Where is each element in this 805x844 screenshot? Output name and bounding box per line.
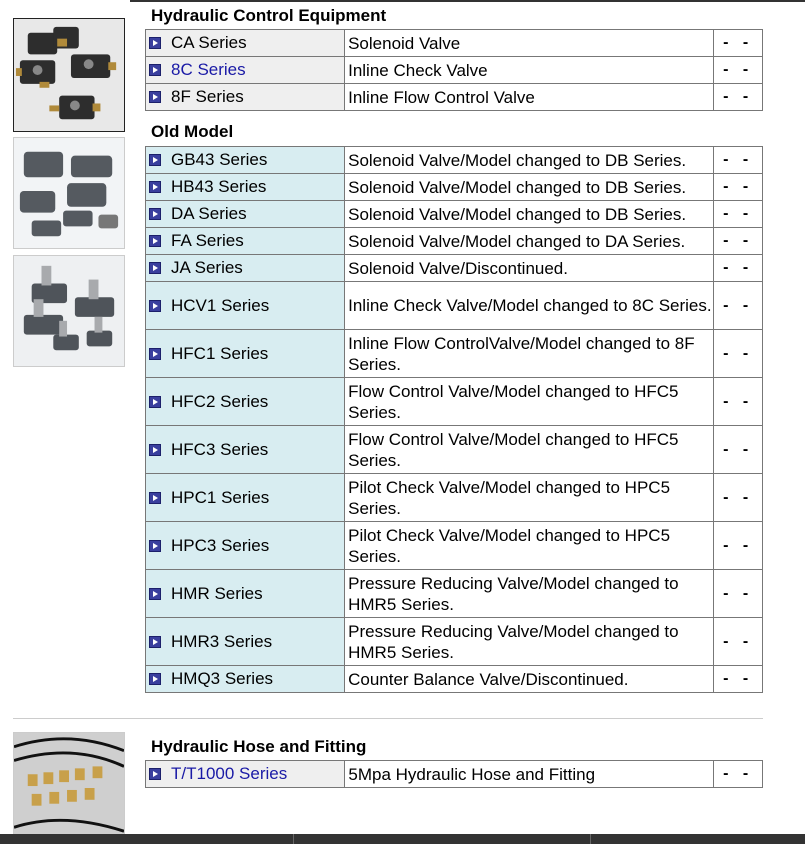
series-link[interactable]: 8C Series: [171, 60, 246, 79]
dash-cell: - -: [714, 57, 763, 84]
series-name: HPC1 Series: [171, 487, 270, 507]
table-row: [146, 618, 763, 666]
series-name: CA Series: [171, 33, 247, 52]
series-description: Solenoid Valve/Model changed to DA Series.: [345, 228, 714, 255]
arrow-bullet-icon: [149, 37, 161, 49]
series-cell[interactable]: [146, 330, 345, 378]
series-cell[interactable]: [146, 84, 345, 111]
section-heading-hose-fitting: Hydraulic Hose and Fitting: [151, 737, 367, 756]
dash-cell: - -: [714, 618, 763, 666]
series-description: Solenoid Valve/Model changed to DB Series.: [345, 174, 714, 201]
dash-cell: - -: [714, 330, 763, 378]
arrow-bullet-icon: [149, 588, 161, 600]
series-name: FA Series: [171, 231, 244, 250]
table-row: [146, 282, 763, 330]
series-description: Inline Check Valve/Model changed to 8C Series.: [345, 282, 714, 330]
series-cell[interactable]: [146, 378, 345, 426]
section-heading-old-model: Old Model: [151, 122, 234, 141]
arrow-bullet-icon: [149, 262, 161, 274]
series-description: Solenoid Valve/Discontinued.: [345, 255, 714, 282]
top-border: [130, 0, 805, 2]
series-cell[interactable]: [146, 474, 345, 522]
arrow-bullet-icon: [149, 673, 161, 685]
series-name: HFC3 Series: [171, 439, 269, 459]
series-description: 5Mpa Hydraulic Hose and Fitting: [345, 761, 714, 788]
series-description: Counter Balance Valve/Discontinued.: [345, 666, 714, 693]
series-name: HCV1 Series: [171, 295, 270, 315]
arrow-bullet-icon: [149, 444, 161, 456]
arrow-bullet-icon: [149, 396, 161, 408]
series-name: HFC2 Series: [171, 391, 269, 411]
series-description: Pressure Reducing Valve/Model changed to HMR5 Series.: [345, 618, 714, 666]
arrow-bullet-icon: [149, 208, 161, 220]
dash-cell: - -: [714, 147, 763, 174]
series-name: HB43 Series: [171, 177, 267, 196]
product-table-hose-fitting: [145, 760, 763, 788]
series-name: 8F Series: [171, 87, 244, 106]
arrow-bullet-icon: [149, 768, 161, 780]
table-row: [146, 522, 763, 570]
series-name: JA Series: [171, 258, 243, 277]
series-cell[interactable]: [146, 201, 345, 228]
series-description: Inline Check Valve: [345, 57, 714, 84]
section-heading-control-equipment: Hydraulic Control Equipment: [151, 6, 387, 25]
dash-cell: - -: [714, 426, 763, 474]
dash-cell: - -: [714, 282, 763, 330]
table-row: [146, 378, 763, 426]
product-photo-check-valves: [13, 255, 125, 367]
dash-cell: - -: [714, 666, 763, 693]
dash-cell: - -: [714, 84, 763, 111]
section-divider: [13, 718, 763, 719]
series-description: Pilot Check Valve/Model changed to HPC5 Series.: [345, 522, 714, 570]
series-name: DA Series: [171, 204, 247, 223]
series-cell[interactable]: [146, 426, 345, 474]
arrow-bullet-icon: [149, 492, 161, 504]
arrow-bullet-icon: [149, 91, 161, 103]
series-description: Pressure Reducing Valve/Model changed to HMR5 Series.: [345, 570, 714, 618]
table-row: [146, 255, 763, 282]
arrow-bullet-icon: [149, 154, 161, 166]
arrow-bullet-icon: [149, 348, 161, 360]
table-row: [146, 57, 763, 84]
arrow-bullet-icon: [149, 636, 161, 648]
table-row: [146, 84, 763, 111]
series-cell[interactable]: [146, 570, 345, 618]
series-link[interactable]: T/T1000 Series: [171, 764, 288, 783]
dash-cell: - -: [714, 378, 763, 426]
series-description: Solenoid Valve/Model changed to DB Series.: [345, 201, 714, 228]
table-row: [146, 174, 763, 201]
series-description: Inline Flow ControlValve/Model changed to 8F Series.: [345, 330, 714, 378]
series-cell[interactable]: [146, 228, 345, 255]
series-name: GB43 Series: [171, 150, 268, 169]
product-photo-hose-fittings: [13, 732, 125, 844]
series-cell[interactable]: [146, 666, 345, 693]
table-row: [146, 30, 763, 57]
series-cell[interactable]: [146, 57, 345, 84]
series-cell[interactable]: [146, 30, 345, 57]
arrow-bullet-icon: [149, 64, 161, 76]
table-row: [146, 570, 763, 618]
table-row: [146, 666, 763, 693]
arrow-bullet-icon: [149, 540, 161, 552]
arrow-bullet-icon: [149, 181, 161, 193]
series-name: HMR3 Series: [171, 631, 273, 651]
series-description: Pilot Check Valve/Model changed to HPC5 Series.: [345, 474, 714, 522]
product-table-control-equipment: [145, 29, 763, 111]
dash-cell: - -: [714, 570, 763, 618]
series-description: Solenoid Valve/Model changed to DB Series.: [345, 147, 714, 174]
series-description: Flow Control Valve/Model changed to HFC5 Series.: [345, 426, 714, 474]
table-row: [146, 761, 763, 788]
series-name: HPC3 Series: [171, 535, 270, 555]
product-photo-valves: [13, 18, 125, 132]
series-description: Inline Flow Control Valve: [345, 84, 714, 111]
dash-cell: - -: [714, 761, 763, 788]
arrow-bullet-icon: [149, 235, 161, 247]
dash-cell: - -: [714, 201, 763, 228]
arrow-bullet-icon: [149, 300, 161, 312]
series-name: HMR Series: [171, 583, 263, 603]
dash-cell: - -: [714, 30, 763, 57]
table-row: [146, 474, 763, 522]
series-cell[interactable]: [146, 618, 345, 666]
product-table-old-model: [145, 146, 763, 693]
dash-cell: - -: [714, 522, 763, 570]
series-cell[interactable]: [146, 147, 345, 174]
series-cell[interactable]: [146, 522, 345, 570]
series-description: Flow Control Valve/Model changed to HFC5 Series.: [345, 378, 714, 426]
dash-cell: - -: [714, 474, 763, 522]
series-name: HFC1 Series: [171, 343, 269, 363]
table-row: [146, 201, 763, 228]
series-cell[interactable]: [146, 282, 345, 330]
dash-cell: - -: [714, 255, 763, 282]
series-name: HMQ3 Series: [171, 669, 274, 688]
table-row: [146, 228, 763, 255]
dash-cell: - -: [714, 174, 763, 201]
series-description: Solenoid Valve: [345, 30, 714, 57]
dash-cell: - -: [714, 228, 763, 255]
product-photo-cylinders: [13, 137, 125, 249]
table-row: [146, 426, 763, 474]
series-cell[interactable]: [146, 255, 345, 282]
series-cell[interactable]: [146, 174, 345, 201]
bottom-bar: [0, 834, 805, 844]
table-row: [146, 147, 763, 174]
table-row: [146, 330, 763, 378]
series-cell[interactable]: [146, 761, 345, 788]
